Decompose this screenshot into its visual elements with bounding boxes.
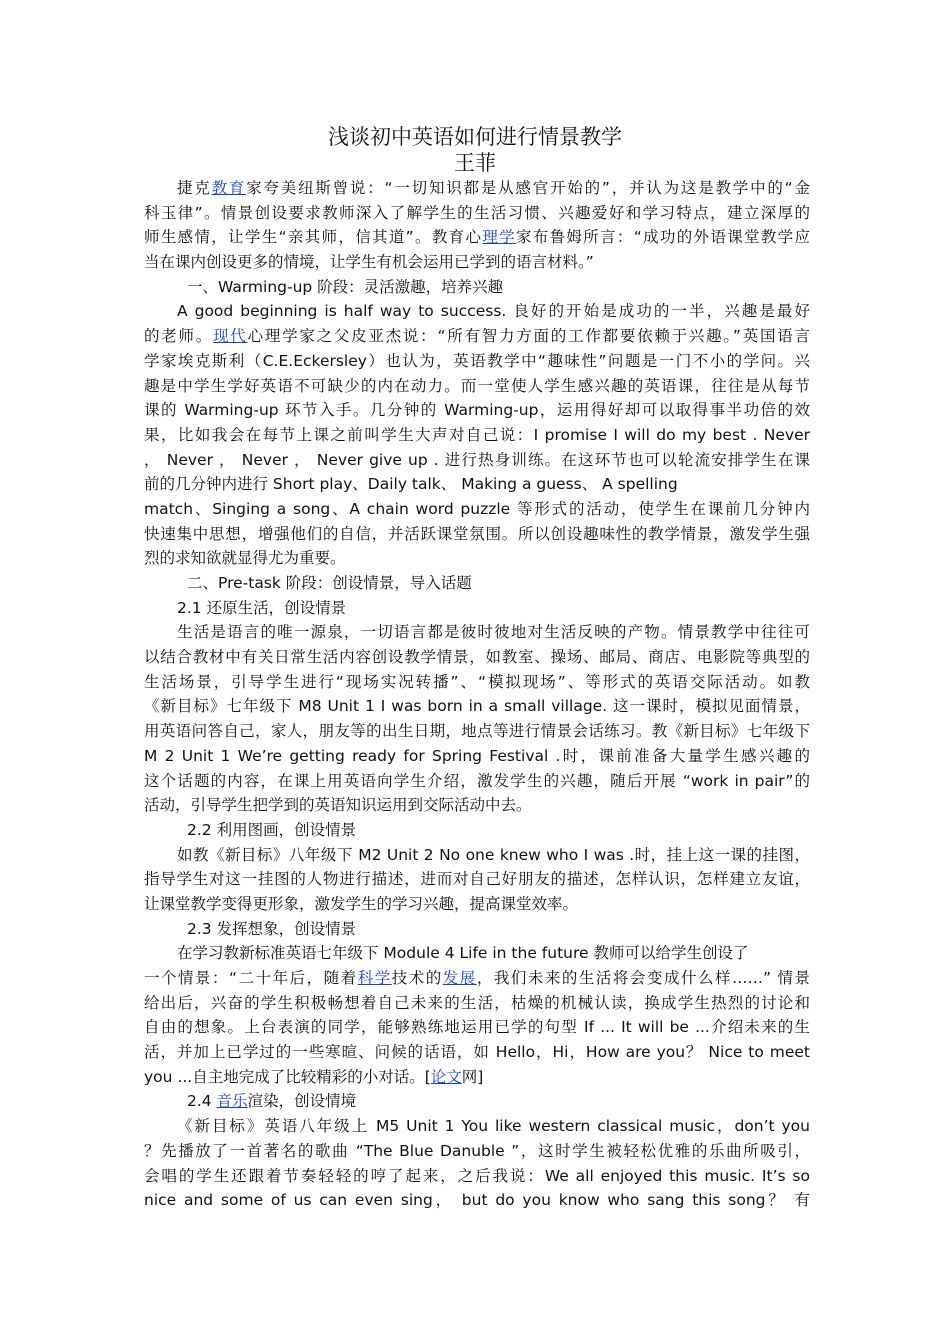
inline-link[interactable]: 发展	[442, 969, 477, 987]
text-line	[144, 546, 810, 571]
text-line	[144, 670, 810, 695]
text-span: 前的几分钟内进行 Short play、Daily talk、 Making a guess、 A spelling	[144, 475, 678, 494]
text-line	[144, 201, 810, 226]
text-span: 指导学生对这一挂图的人物进行描述，进而对自己好朋友的描述，怎样认识，怎样建立友谊，	[144, 870, 810, 889]
text-line	[144, 769, 810, 794]
text-span: 的老师。	[144, 327, 214, 346]
text-line	[144, 522, 810, 547]
text-span: 一个情景：“二十年后，随着	[144, 969, 358, 987]
text-line	[144, 571, 810, 596]
text-span: nice and some of us can even sing， but do you know who sang this song？ 有	[144, 1191, 810, 1210]
text-span: 学家埃克斯利（C.E.Eckersley）也认为，英语教学中“趣味性”问题是一门不小的学问。兴	[144, 351, 810, 370]
text-line	[144, 398, 810, 423]
text-span: 2.3 发挥想象，创设情景	[187, 919, 357, 938]
document-body	[144, 176, 810, 1213]
text-line	[144, 744, 810, 769]
text-span: 在学习教新标准英语七年级下 Module 4 Life in the future 教师可以给学生创设了	[177, 944, 749, 963]
text-line	[144, 917, 810, 942]
text-line	[144, 497, 810, 522]
text-line	[144, 793, 810, 818]
text-line	[144, 374, 810, 399]
text-line	[144, 645, 810, 670]
text-span: ？先播放了一首著名的歌曲 “The Blue Danuble ”，这时学生被轻松优雅的乐曲所吸引，	[144, 1141, 810, 1160]
text-span: 家布鲁姆所言：“成功的外语课堂教学应	[515, 228, 810, 247]
text-line	[144, 1040, 810, 1065]
text-line	[144, 620, 810, 645]
text-span: 心理学家之父皮亚杰说：“所有智力方面的工作都要依赖于兴趣。”英国语言	[247, 327, 810, 346]
text-line	[144, 1015, 810, 1040]
text-span: ， Never ， Never ， Never give up . 进行热身训练。在这环节也可以轮流安排学生在课	[144, 450, 810, 469]
text-line	[144, 423, 810, 448]
text-span: 活动，引导学生把学到的英语知识运用到交际活动中去。	[144, 796, 532, 815]
text-span: 会唱的学生还跟着节奏轻轻的哼了起来，之后我说：We all enjoyed this music. It’s so	[144, 1166, 810, 1185]
text-span: 生活场景，引导学生进行“现场实况转播”、“模拟现场”、等形式的英语交际活动。如教	[144, 672, 810, 691]
text-line	[144, 843, 810, 868]
text-span: 这个话题的内容，在课上用英语向学生介绍，激发学生的兴趣，随后开展 “work in pair”的	[144, 771, 810, 790]
text-line	[144, 892, 810, 917]
text-line	[144, 275, 810, 300]
text-line	[144, 176, 810, 201]
text-span: 让课堂教学变得更形象，激发学生的学习兴趣，提高课堂效率。	[144, 894, 579, 913]
text-span: 一、Warming-up 阶段：灵活激趣，培养兴趣	[187, 277, 504, 296]
text-line	[144, 719, 810, 744]
text-line	[144, 299, 810, 324]
text-line	[144, 250, 810, 275]
document-author: 王菲	[454, 151, 496, 175]
inline-link[interactable]: 现代	[213, 327, 248, 346]
text-line	[144, 1164, 810, 1189]
text-span: 烈的求知欲就显得尤为重要。	[144, 549, 346, 568]
text-line	[144, 1114, 810, 1139]
text-span: 生活是语言的唯一源泉，一切语言都是彼时彼地对生活反映的产物。情景教学中往往可	[177, 623, 810, 642]
text-span: 趣是中学生学好英语不可缺少的内在动力。而一堂使人学生感兴趣的英语课，往往是从每节	[144, 376, 810, 395]
text-line	[144, 324, 810, 349]
text-span: 2.1 还原生活，创设情景	[177, 598, 347, 617]
text-span: 网]	[461, 1067, 484, 1086]
text-line	[144, 1065, 810, 1090]
text-line	[144, 1188, 810, 1213]
text-span: 快速集中思想，增强他们的自信，并活跃课堂氛围。所以创设趣味性的教学情景，激发学生强	[144, 524, 810, 543]
text-span: 课的 Warming-up 环节入手。几分钟的 Warming-up，运用得好却可以取得事半功倍的效	[144, 401, 810, 420]
document-title: 浅谈初中英语如何进行情景教学	[328, 125, 622, 149]
text-line	[144, 818, 810, 843]
text-span: A good beginning is half way to success. 良好的开始是成功的一半，兴趣是最好	[177, 302, 810, 321]
text-span: 家夸美纽斯曾说：“一切知识都是从感官开始的”，并认为这是教学中的“金	[246, 179, 810, 197]
text-line	[144, 991, 810, 1016]
text-line	[144, 349, 810, 374]
text-span: 果，比如我会在每节上课之前叫学生大声对自己说：I promise I will do my best . Never	[144, 425, 810, 444]
text-span: 捷克	[177, 179, 212, 197]
inline-link[interactable]: 科学	[357, 969, 392, 987]
text-line	[144, 596, 810, 621]
text-span: 2.4	[187, 1092, 217, 1111]
text-span: 《新目标》英语八年级上 M5 Unit 1 You like western classical music，don’t you	[177, 1117, 810, 1136]
text-span: 用英语问答自己，家人，朋友等的出生日期，地点等进行情景会话练习。教《新目标》七年级下	[144, 722, 810, 741]
text-span: 渲染，创设情境	[247, 1092, 357, 1111]
text-span: 自由的想象。上台表演的同学，能够熟练地运用已学的句型 If ... It will be ...介绍未来的生	[144, 1018, 810, 1037]
text-span: 师生感情，让学生“亲其师，信其道”。教育心	[144, 228, 483, 247]
inline-link[interactable]: 论文	[430, 1067, 462, 1086]
inline-link[interactable]: 教育	[211, 179, 247, 197]
text-span: 当在课内创设更多的情境，让学生有机会运用已学到的语言材料。”	[144, 253, 594, 272]
text-line	[144, 1139, 810, 1164]
text-span: 如教《新目标》八年级下 M2 Unit 2 No one knew who I was .时，挂上这一课的挂图，	[177, 845, 810, 864]
text-span: M 2 Unit 1 We’re getting ready for Spring Festival .时，课前准备大量学生感兴趣的	[144, 746, 810, 765]
text-span: ，我们未来的生活将会变成什么样……” 情景	[476, 969, 810, 987]
text-line	[144, 694, 810, 719]
text-span: 给出后，兴奋的学生积极畅想着自己未来的生活，枯燥的机械认读，换成学生热烈的讨论和	[144, 993, 810, 1012]
text-line	[144, 867, 810, 892]
text-span: 活，并加上已学过的一些寒暄、问候的话语，如 Hello，Hi，How are you？ Nice to meet	[144, 1043, 810, 1062]
text-span: 科玉律”。情景创设要求教师深入了解学生的生活习惯、兴趣爱好和学习特点，建立深厚的	[144, 203, 810, 222]
text-line	[144, 472, 810, 497]
text-span: 以结合教材中有关日常生活内容创设教学情景，如教室、操场、邮局、商店、电影院等典型的	[144, 648, 810, 667]
text-span: you ...自主地完成了比较精彩的小对话。[	[144, 1067, 431, 1086]
inline-link[interactable]: 音乐	[216, 1092, 248, 1111]
text-span: match、Singing a song、A chain word puzzle 等形式的活动，使学生在课前几分钟内	[144, 499, 810, 518]
text-line	[144, 966, 810, 991]
inline-link[interactable]: 理学	[482, 228, 516, 247]
text-span: 技术的	[391, 969, 443, 987]
text-span: 2.2 利用图画，创设情景	[187, 820, 357, 839]
text-line	[144, 941, 810, 966]
text-line	[144, 448, 810, 473]
text-line	[144, 1089, 810, 1114]
text-line	[144, 225, 810, 250]
text-span: 《新目标》七年级下 M8 Unit 1 I was born in a small village. 这一课时，模拟见面情景，	[144, 697, 810, 716]
text-span: 二、Pre-task 阶段：创设情景，导入话题	[187, 574, 472, 592]
